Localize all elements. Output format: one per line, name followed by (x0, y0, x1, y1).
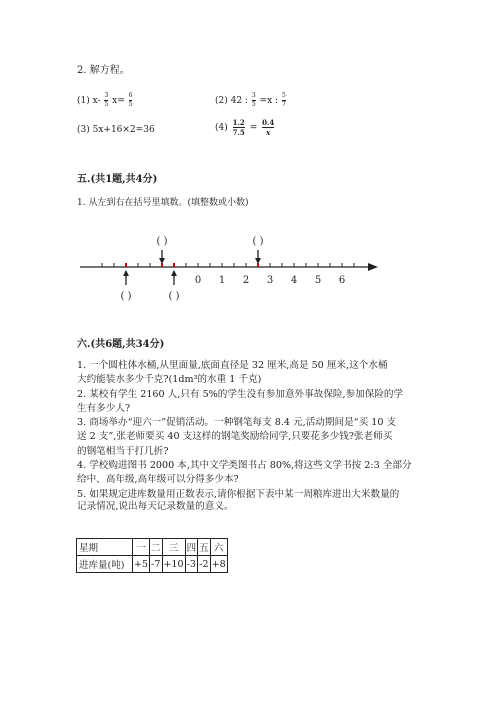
q2-line-2: 生有多少人? (77, 402, 131, 414)
q3-line-1: 3. 商场举办“迎六一”促销活动。一种钢笔每支 8.4 元,活动期间是“买 10 支 (77, 417, 397, 429)
blank-below-1[interactable]: ( ) (120, 291, 132, 302)
eq4-mid: = (249, 123, 258, 133)
day-cell: 二 (150, 539, 163, 556)
equation-2 (215, 93, 287, 108)
section5-question-1: 1. 从左到右在括号里填数。(填整数或小数) (77, 198, 249, 208)
q2-line-1: 2. 某校有学生 2160 人,只有 5%的学生没有参加意外事故保险,参加保险的学 (77, 388, 404, 400)
number-line-ticks (102, 263, 354, 267)
q1-line-2: 大约能装水多少千克?(1dm³的水重 1 千克) (77, 374, 262, 386)
section5-title: 五.(共1题,共4分) (77, 174, 158, 185)
eq1-label: (1) x- (77, 96, 101, 106)
section6-questions (77, 359, 427, 502)
value-cell: -2 (198, 556, 211, 573)
equation-3: (3) 5x+16×2=36 (77, 125, 155, 135)
value-cell: +10 (162, 556, 185, 573)
q5-line-1: 5. 如果规定进库数量用正数表示,请你根据下表中某一周粮库进出大米数量的 (77, 488, 400, 500)
table-header-label: 星期 (77, 539, 133, 556)
value-cell: -7 (150, 556, 163, 573)
eq2-fraction-1: $\frac{3}{5}$ (251, 92, 256, 108)
day-cell: 六 (210, 539, 227, 556)
eq4-fraction-2: $\frac{0.4}{x}$ (262, 118, 275, 137)
value-cell: +5 (133, 556, 150, 573)
eq2-fraction-2: $\frac{5}{7}$ (281, 92, 286, 108)
down-arrowhead-icon (255, 258, 261, 264)
q2-title: 2. 解方程。 (77, 65, 130, 76)
tick-label-3: 3 (266, 275, 274, 286)
eq4-label: (4) (215, 123, 228, 133)
day-cell: 五 (198, 539, 211, 556)
tick-label-2: 2 (242, 275, 250, 286)
tick-label-0: 0 (194, 275, 202, 286)
equation-1 (77, 93, 133, 108)
tick-label-5: 5 (314, 275, 322, 286)
inventory-table (76, 538, 228, 573)
section6-title: 六.(共6题,共34分) (77, 339, 165, 350)
eq1-fraction-1: $\frac{3}{5}$ (104, 92, 109, 108)
value-cell: -3 (185, 556, 198, 573)
table-row (77, 556, 228, 573)
value-cell: +8 (210, 556, 227, 573)
q5-line-2: 记录情况,说出每天记录数量的意义。 (77, 501, 234, 512)
tick-label-6: 6 (338, 275, 346, 286)
q4-line-1: 4. 学校购进图书 2000 本,其中文学类图书占 80%,将这些文学书按 2:3 全部分 (77, 460, 412, 472)
up-arrowhead-icon (123, 270, 129, 276)
q4-line-2: 给中、高年级,高年级可以分得多少本? (77, 474, 239, 486)
tick-label-4: 4 (290, 275, 298, 286)
equation-4 (215, 119, 276, 136)
day-cell: 三 (162, 539, 185, 556)
number-line-arrowhead (368, 263, 378, 271)
eq4-fraction-1: $\frac{1.2}{7.5}$ (232, 118, 245, 137)
table-row-label: 进库量(吨) (77, 556, 133, 573)
blank-above-1[interactable]: ( ) (156, 236, 168, 247)
number-line-figure (70, 225, 390, 310)
eq1-mid: x= (112, 96, 125, 106)
eq1-fraction-2: $\frac{6}{5}$ (128, 92, 133, 108)
up-arrowhead-icon (171, 270, 177, 276)
q1-line-1: 1. 一个圆柱体水桶,从里面量,底面直径是 32 厘米,高是 50 厘米,这个水桶 (77, 360, 388, 371)
eq2-label: (2) 42 : (215, 96, 248, 106)
day-cell: 一 (133, 539, 150, 556)
eq2-mid: =x : (259, 96, 279, 106)
day-cell: 四 (185, 539, 198, 556)
tick-label-1: 1 (218, 275, 226, 286)
table-row (77, 539, 228, 556)
q3-line-2: 送 2 支”,张老师要买 40 支这样的钢笔奖励给同学,只要花多少钱?张老师买 (77, 431, 393, 443)
blank-above-2[interactable]: ( ) (252, 236, 264, 247)
blank-below-2[interactable]: ( ) (168, 291, 180, 302)
q3-line-3: 的钢笔相当于打几折? (77, 445, 169, 457)
down-arrowhead-icon (159, 258, 165, 264)
